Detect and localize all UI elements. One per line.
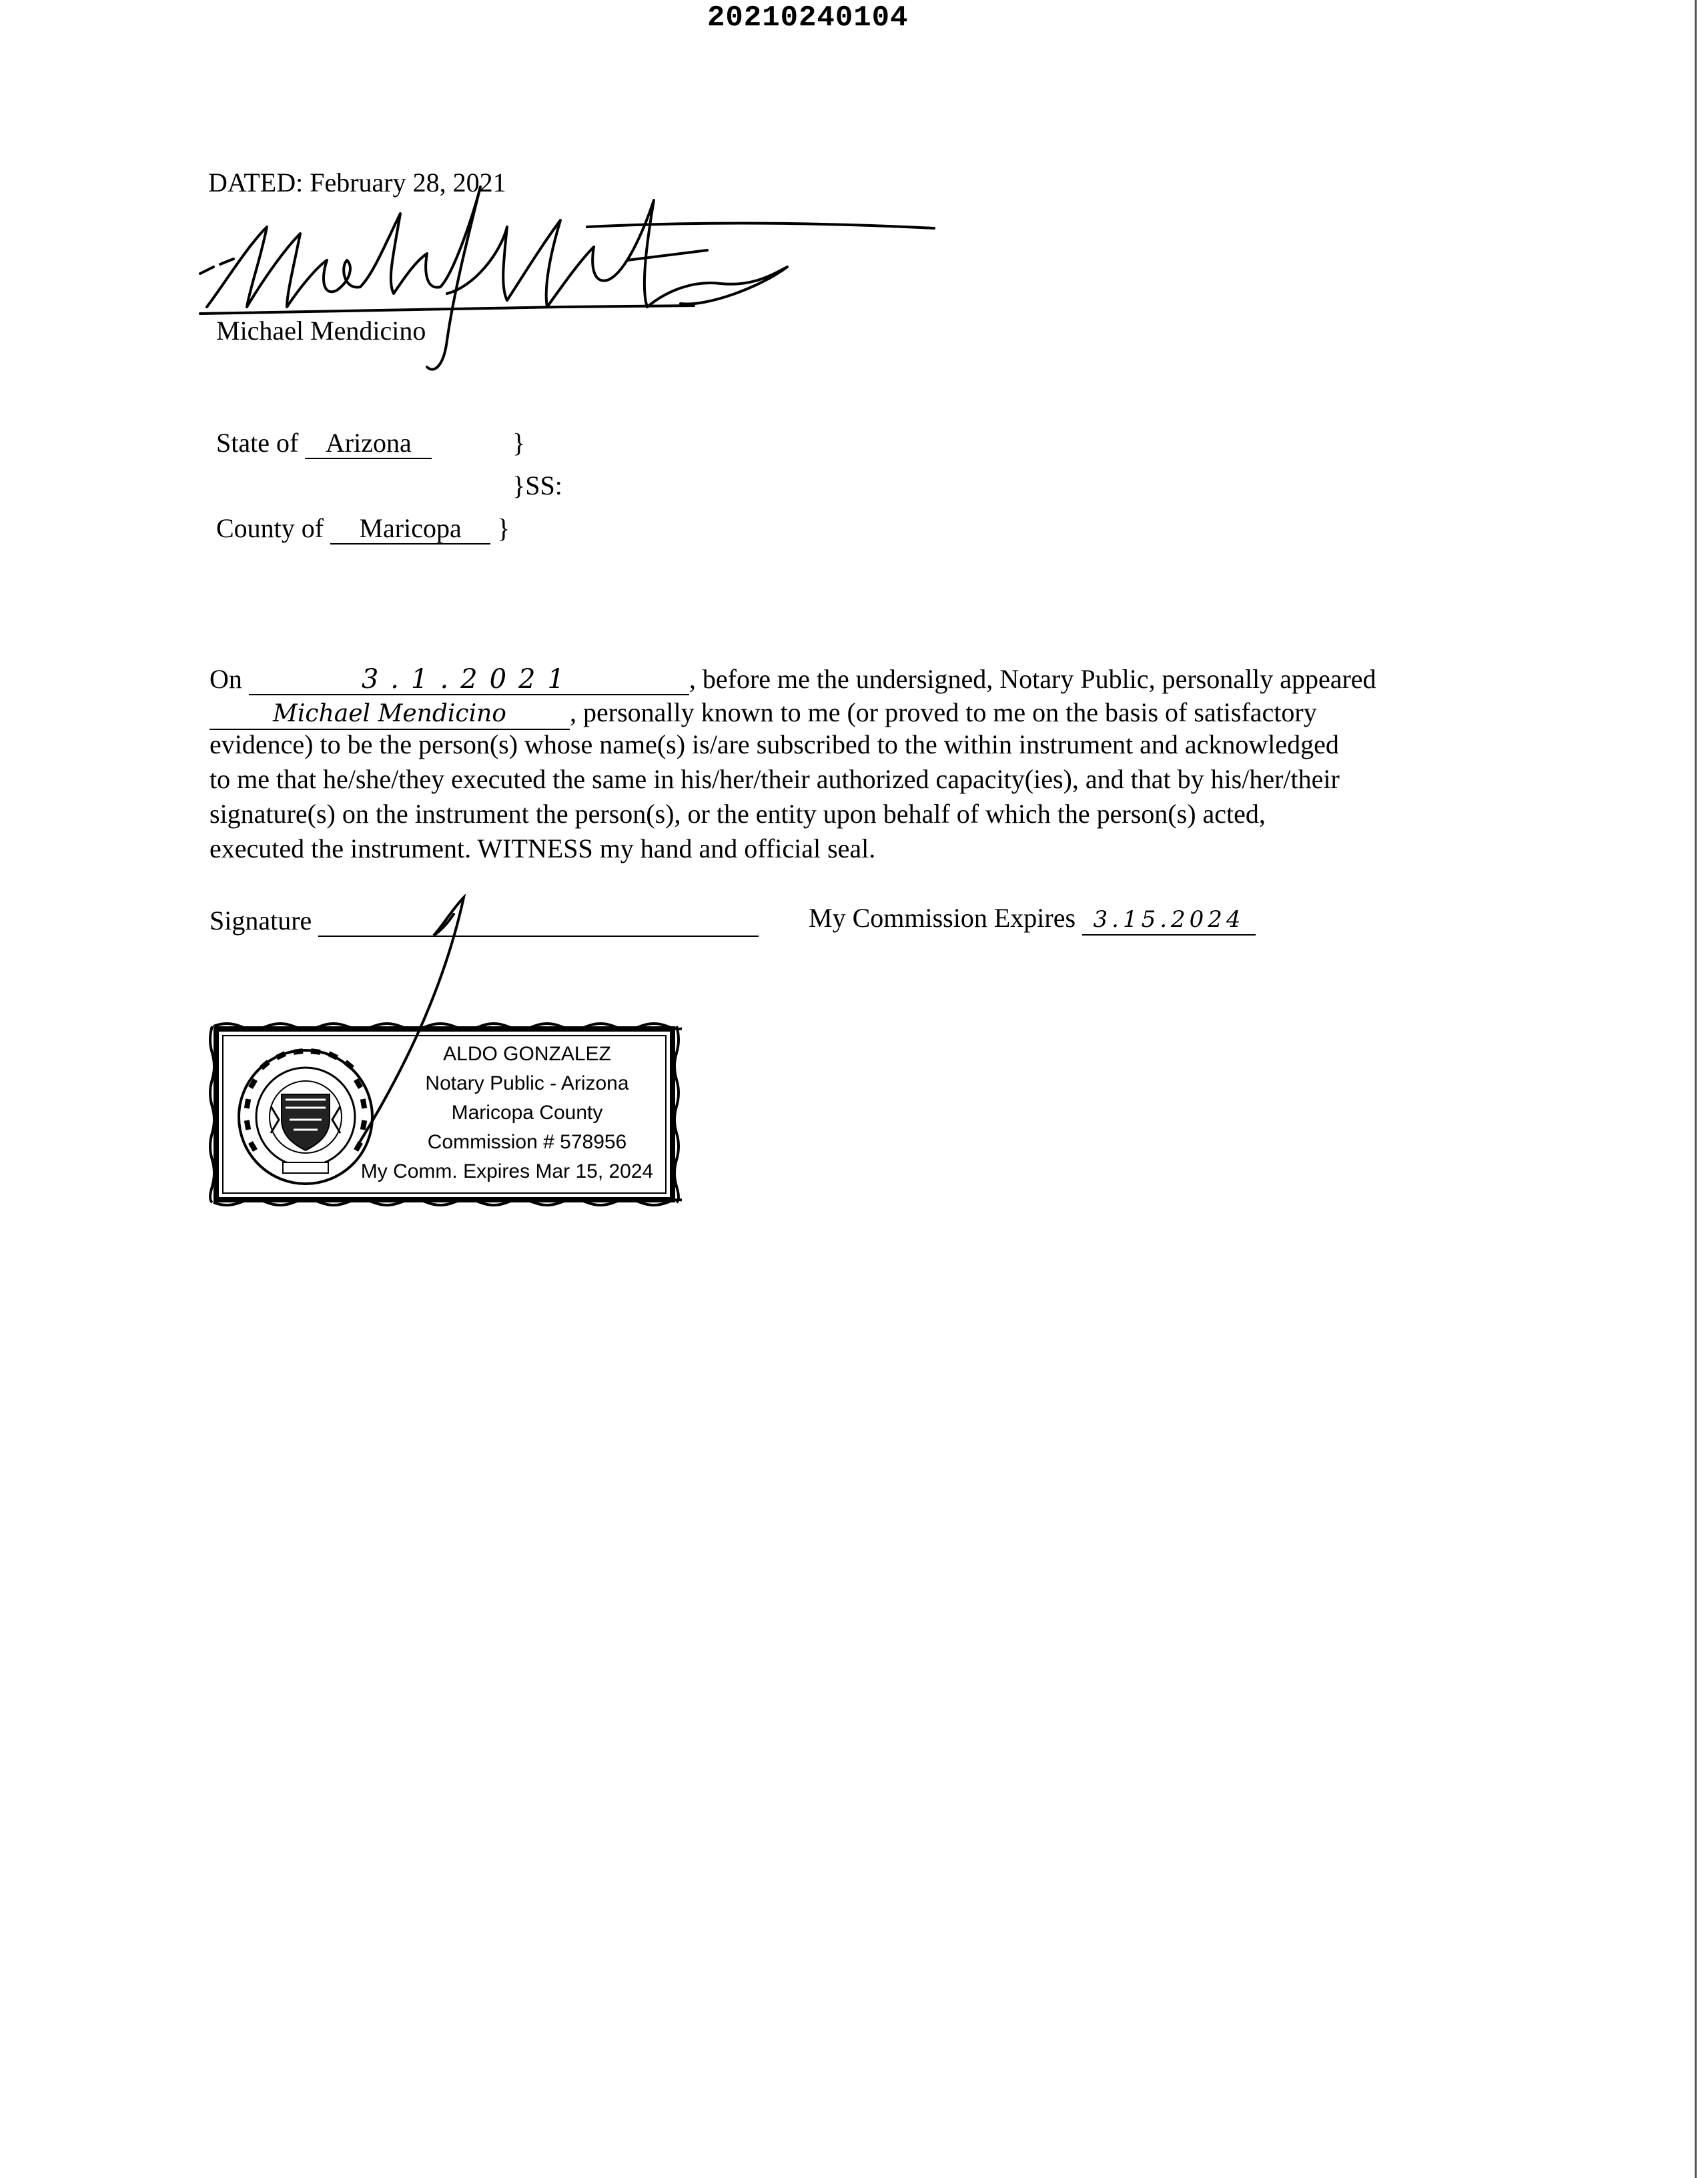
stamp-commission-number: Commission # 578956 [427, 1131, 627, 1153]
stamp-notary-title: Notary Public - Arizona [425, 1072, 629, 1094]
ack-line-3: evidence) to be the person(s) whose name(s) is/are subscribed to the within instrument and acknowledged [209, 729, 1339, 759]
ack-line-4: to me that he/she/they executed the same in his/her/their authorized capacity(ies), and that by his/her/their [209, 764, 1340, 794]
ss-label: }SS: [512, 470, 562, 500]
signature-label: Signature [209, 905, 312, 936]
ack-line-5: signature(s) on the instrument the person(s), or the entity upon behalf of which the person(s) acted, [209, 799, 1266, 829]
county-value: Maricopa [330, 514, 490, 544]
commission-label: My Commission Expires [809, 903, 1076, 933]
venue-brace-bottom: } [497, 513, 510, 543]
state-line [216, 426, 432, 460]
on-label: On [209, 664, 242, 694]
commission-date: 3.15.2024 [1082, 905, 1256, 936]
page-edge-line [1695, 0, 1697, 2178]
ack-line-6: executed the instrument. WITNESS my hand and official seal. [209, 833, 876, 863]
county-line [216, 511, 510, 546]
dated-line: DATED: February 28, 2021 [208, 167, 506, 198]
notary-stamp [207, 1020, 682, 1209]
commission-line [809, 901, 1256, 936]
ack-date: 3.1.2021 [249, 665, 689, 695]
stamp-expiration: My Comm. Expires Mar 15, 2024 [360, 1160, 654, 1182]
county-label: County of [216, 513, 324, 543]
ack-line-2 [209, 695, 1317, 730]
signer-name: Michael Mendicino [216, 316, 426, 346]
state-value: Arizona [305, 428, 432, 459]
venue-brace-top: } [512, 428, 526, 458]
signer-signature [187, 173, 954, 387]
stamp-notary-name: ALDO GONZALEZ [443, 1043, 611, 1065]
ack-line-1 [209, 662, 1376, 697]
ack-name: Michael Mendicino [209, 699, 570, 730]
stamp-county: Maricopa County [451, 1102, 603, 1124]
state-label: State of [216, 428, 299, 458]
ack-line-2-text: , personally known to me (or proved to me on the basis of satisfactory [570, 697, 1317, 727]
document-number: 20210240104 [707, 1, 909, 35]
ack-appeared-text: , before me the undersigned, Notary Public, personally appeared [689, 664, 1376, 694]
